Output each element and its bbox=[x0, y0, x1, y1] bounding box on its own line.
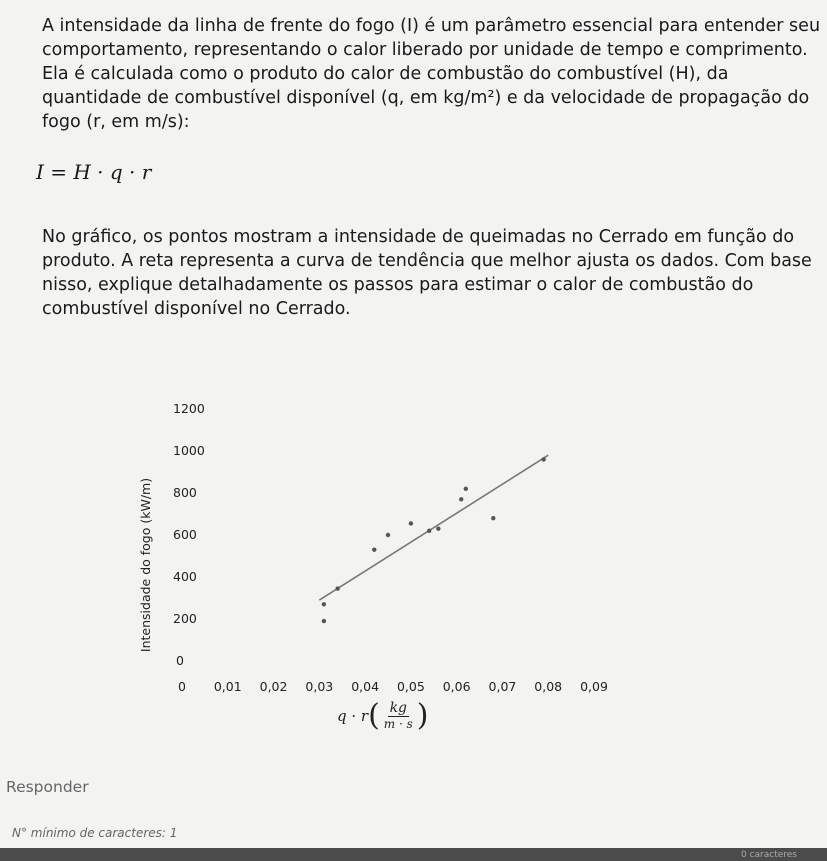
x-axis-label-prefix: q · r bbox=[337, 706, 369, 725]
y-tick-labels bbox=[173, 401, 205, 668]
x-tick-label: 0,02 bbox=[259, 679, 288, 694]
x-tick-labels bbox=[178, 679, 608, 694]
x-tick-label: 0,08 bbox=[534, 679, 563, 694]
y-tick-label: 200 bbox=[173, 611, 197, 626]
x-axis-label: q · r ( $\frac{kg}{m \cdot s}$ ) bbox=[337, 697, 429, 733]
y-axis-label: Intensidade do fogo (kW/m) bbox=[138, 477, 153, 653]
x-tick-label: 0,09 bbox=[580, 679, 608, 694]
x-tick-label: 0,04 bbox=[351, 679, 380, 694]
trendline bbox=[319, 455, 548, 600]
data-point bbox=[491, 516, 495, 520]
y-axis-label-group bbox=[138, 478, 153, 652]
formula: I = H · q · r bbox=[36, 160, 152, 184]
x-axis-unit-denominator: m · s bbox=[383, 717, 413, 731]
data-point bbox=[335, 586, 339, 590]
y-tick-label: 1000 bbox=[173, 443, 205, 458]
char-counter: 0 caracteres bbox=[740, 850, 797, 860]
data-point bbox=[386, 533, 390, 537]
x-tick-label: 0,05 bbox=[396, 679, 425, 694]
y-tick-label: 1200 bbox=[173, 401, 205, 416]
data-points bbox=[322, 457, 546, 623]
question-paragraph-1: A intensidade da linha de frente do fogo (I) é um parâmetro essencial para entender seu comportamento, representando o calor liberado por unidade de tempo e comprimento. Ela é calculada como o produto do calor de combustão do combustível (H), da quantidade de combustível disponível (q, em kg/m²) e da velocidade de propagação do fogo (r, em m/s): bbox=[42, 16, 821, 132]
min-chars-note: N° mínimo de caracteres: 1 bbox=[12, 826, 178, 840]
data-point bbox=[322, 602, 326, 606]
data-point bbox=[427, 529, 431, 533]
x-tick-label: 0,03 bbox=[305, 679, 334, 694]
answer-input-bar[interactable] bbox=[0, 848, 827, 861]
data-point bbox=[322, 619, 326, 623]
y-tick-label: 400 bbox=[173, 569, 197, 584]
x-tick-label: 0 bbox=[178, 679, 186, 694]
answer-heading: Responder bbox=[6, 778, 89, 796]
question-paragraph-2: No gráfico, os pontos mostram a intensidade de queimadas no Cerrado em função do produto. A reta representa a curva de tendência que melhor ajusta os dados. Com base nisso, explique detalhadamente os passos para estimar o calor de combustão do combustível disponível no Cerrado. bbox=[42, 227, 812, 319]
data-point bbox=[541, 457, 545, 461]
data-point bbox=[372, 548, 376, 552]
data-point bbox=[459, 497, 463, 501]
x-tick-label: 0,06 bbox=[442, 679, 471, 694]
y-tick-label: 600 bbox=[173, 527, 197, 542]
x-axis-unit-numerator: kg bbox=[389, 700, 408, 716]
data-point bbox=[409, 521, 413, 525]
y-tick-label: 800 bbox=[173, 485, 197, 500]
x-tick-label: 0,07 bbox=[488, 679, 517, 694]
scatter-chart bbox=[130, 395, 650, 700]
y-tick-label: 0 bbox=[176, 653, 184, 668]
trendline-group bbox=[319, 455, 548, 600]
data-point bbox=[464, 487, 468, 491]
x-tick-label: 0,01 bbox=[213, 679, 242, 694]
data-point bbox=[436, 527, 440, 531]
